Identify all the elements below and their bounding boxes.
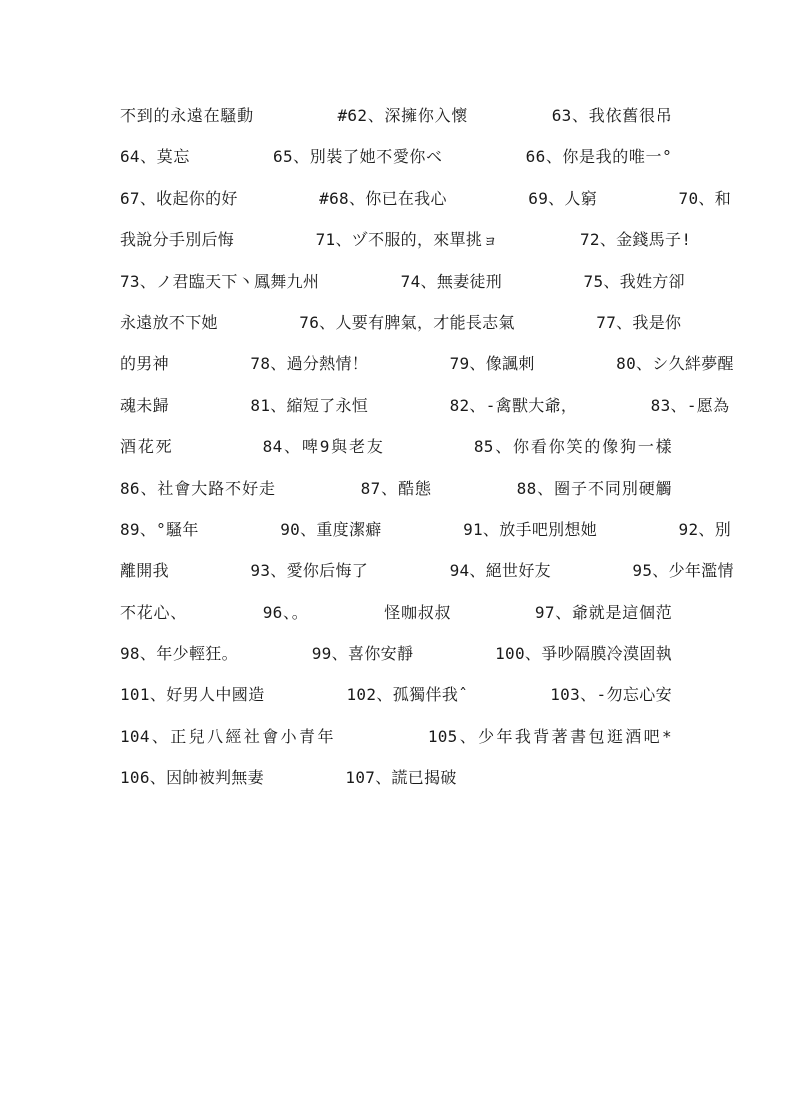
text-line: 98、年少輕狂。 99、喜你安靜 100、爭吵隔膜冷漠固執 [120, 644, 672, 664]
text-line: 86、社會大路不好走 87、酷態 88、圈子不同別硬觸 [120, 478, 672, 498]
text-line: 的男神 78、過分熱情！ 79、像諷刺 80、シ久絆夢醒 [120, 354, 734, 374]
text-line: 離開我 93、愛你后悔了 94、絕世好友 95、少年濫情 [120, 561, 734, 581]
text-line: 不到的永遠在騷動 #62、深擁你入懷 63、我依舊很吊 [120, 106, 672, 125]
text-line: 101、好男人中國造 102、孤獨伴我ˆ 103、-勿忘心安 [120, 685, 672, 705]
text-line: 67、收起你的好 #68、你已在我心 69、人窮 70、和 [120, 188, 731, 208]
text-line: 73、ノ君臨天下丶鳳舞九州 74、無妻徒刑 75、我姓方卻 [120, 271, 685, 291]
text-line: 不花心、 96、。 怪咖叔叔 97、爺就是這個范 [120, 602, 672, 622]
text-line: 89、°騷年 90、重度潔癖 91、放手吧別想她 92、別 [120, 519, 731, 539]
text-line: 我說分手別后悔 71、ヅ不服的，來單挑ョ 72、金錢馬子! [120, 230, 692, 250]
text-line: 魂未歸 81、縮短了永恒 82、-禽獸大爺， 83、-愿為 [120, 395, 730, 415]
text-line: 永遠放不下她 76、人要有脾氣，才能長志氣 77、我是你 [120, 312, 682, 332]
text-line: 酒花死 84、啤9與老友 85、你看你笑的像狗一樣 [120, 437, 672, 457]
text-line: 104、正兒八經社會小青年 105、少年我背著書包逛酒吧* [120, 726, 672, 746]
nickname-list [120, 102, 734, 806]
text-line: 106、因帥被判無妻 107、謊已揭破 [120, 768, 457, 788]
text-line: 64、莫忘 65、別裝了她不愛你ベ 66、你是我的唯一° [120, 147, 672, 167]
